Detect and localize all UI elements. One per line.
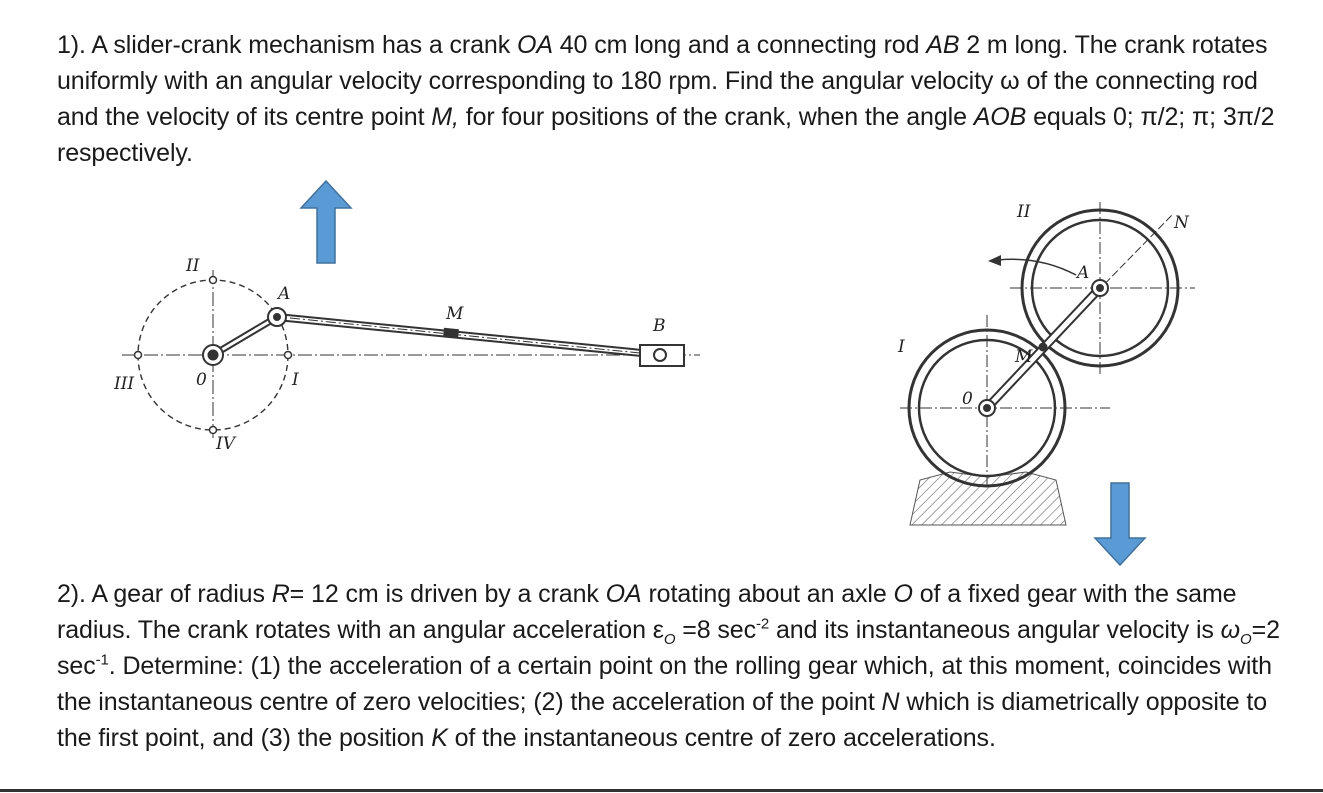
fig1-label-A: A (278, 284, 291, 304)
fig2-label-I: I (898, 337, 905, 357)
fig1-label-I: I (292, 370, 299, 390)
fig2-label-N: N (1174, 213, 1189, 233)
p1-symbol-oa: OA (516, 31, 553, 59)
p2-symbol-omega: ω (1220, 616, 1241, 644)
p2-text-2: = 12 cm is driven by a crank (289, 580, 606, 608)
bottom-rule (0, 789, 1323, 792)
p2-exponent-2: -1 (95, 651, 109, 669)
down-arrow-icon (1090, 480, 1150, 568)
p1-text-1: 1). A slider-crank mechanism has a crank (57, 31, 517, 59)
p2-symbol-k: K (431, 724, 448, 752)
p2-text-6: and its instantaneous angular velocity is (769, 616, 1221, 644)
p2-text-7: =2 sec (57, 616, 1280, 680)
p2-symbol-r: R (271, 580, 290, 608)
p2-symbol-o: O (893, 580, 913, 608)
p2-text-8: . Determine: (1) the acceleration of a certain point on the rolling gear which, at this moment, coincides with the instantaneous centre of zero velocities; (2) the acceleration of the point (57, 652, 1272, 716)
p2-text-3: rotating about an axle (641, 580, 894, 608)
fig1-label-O: 0 (196, 370, 207, 390)
problem-1-text (57, 27, 1297, 171)
p1-text-5: equals 0; π/2; π; 3π/2 respectively. (57, 103, 1275, 167)
p2-text-9: which is diametrically opposite to the first point, and (3) the position (57, 688, 1268, 752)
p2-symbol-n: N (881, 688, 900, 716)
p2-omega-subscript: O (1240, 631, 1252, 648)
slider-crank-figure (100, 235, 720, 465)
p2-text-5: =8 sec (675, 616, 756, 644)
problem-2-text (57, 576, 1307, 756)
fig1-label-II: II (186, 256, 200, 276)
p1-symbol-aob: AOB (973, 103, 1027, 131)
p2-symbol-oa: OA (605, 580, 642, 608)
fig1-label-B: B (653, 316, 666, 336)
p1-text-2: 40 cm long and a connecting rod (552, 31, 927, 59)
fig1-label-M: M (446, 304, 464, 324)
fig2-label-II: II (1017, 202, 1031, 222)
fig2-label-O: 0 (962, 389, 973, 409)
fig2-label-A: A (1077, 263, 1090, 283)
p2-text-1: 2). A gear of radius (57, 580, 272, 608)
rolling-gear-figure (880, 190, 1210, 550)
p1-symbol-m: M, (431, 103, 459, 131)
p2-epsilon-subscript: O (663, 631, 676, 648)
fig1-label-IV: IV (216, 434, 235, 454)
p1-text-3: 2 m long. The crank rotates uniformly with an angular velocity corresponding to 180 rpm. Find the angular velocity ω of the connecting rod and the velocity of its centre point (57, 31, 1268, 131)
p1-symbol-ab: AB (926, 31, 960, 59)
p2-exponent-1: -2 (756, 615, 770, 633)
p2-text-10: of the instantaneous centre of zero accelerations. (447, 724, 996, 752)
p1-text-4: for four positions of the crank, when the angle (458, 103, 974, 131)
fig1-label-III: III (114, 374, 135, 394)
fig2-label-M: M (1015, 347, 1033, 367)
p2-text-4: of a fixed gear with the same radius. The crank rotates with an angular acceleration ε (57, 580, 1237, 644)
